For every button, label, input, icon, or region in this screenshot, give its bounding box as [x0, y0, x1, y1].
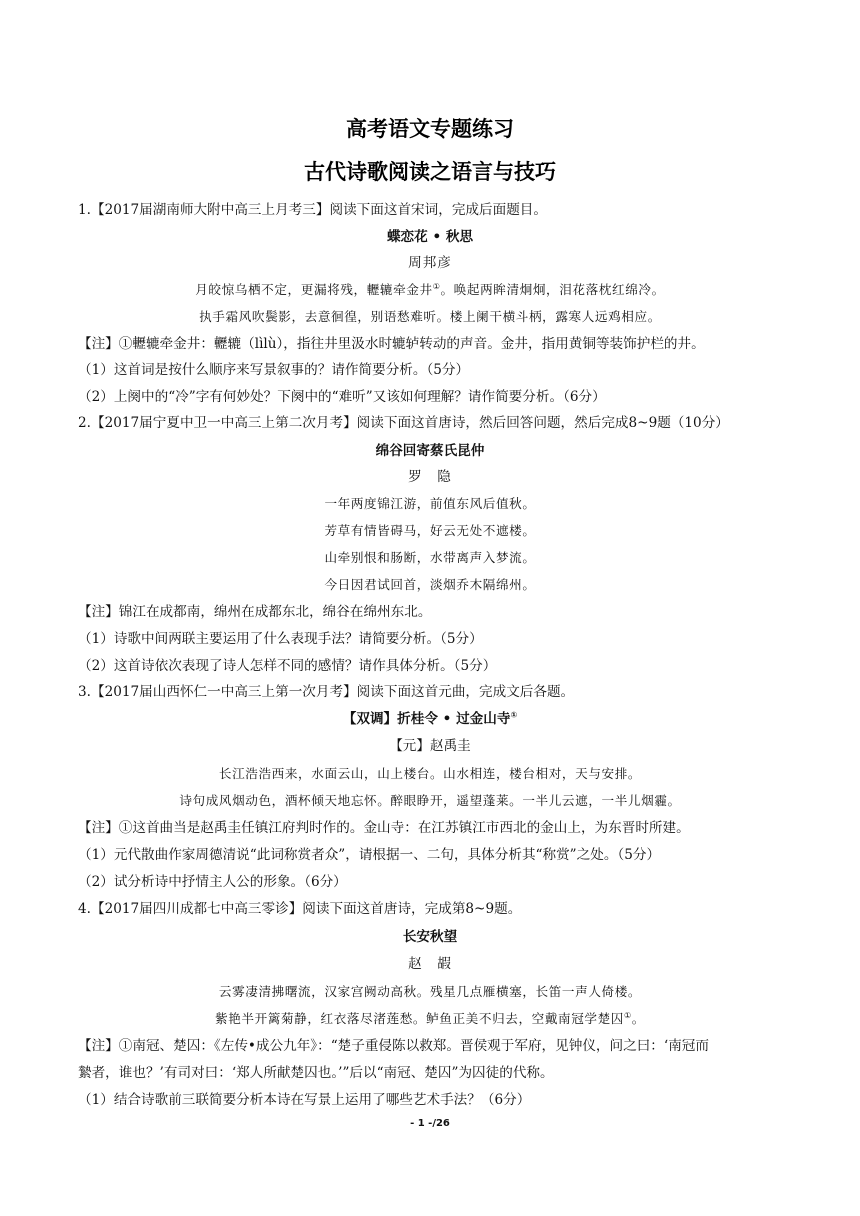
q2-poem-line-1: 一年两度锦江游，前值东风后值秋。 — [324, 496, 536, 511]
q4-poem-title: 长安秋望 — [402, 929, 458, 945]
q3-note: 【注】①这首曲当是赵禹圭任镇江府判时作的。金山寺：在江苏镇江市西北的金山上，为东晋时所建。 — [78, 820, 690, 836]
q2-subquestion-1: （1）诗歌中间两联主要运用了什么表现手法？请简要分析。（5分） — [78, 631, 483, 647]
q2-header: 2.【2017届宁夏中卫一中高三上第二次月考】阅读下面这首唐诗，然后回答问题，然后完成8~9题（10分） — [78, 415, 729, 431]
q1-note: 【注】①轣辘牵金井：轣辘（lìlù），指往井里汲水时辘轳转动的声音。金井，指用黄铜等装饰护栏的井。 — [78, 336, 705, 352]
page-number: - 1 -/26 — [410, 1118, 450, 1129]
q1-header: 1.【2017届湖南师大附中高三上月考三】阅读下面这首宋词，完成后面题目。 — [78, 202, 547, 218]
q1-line1-part-b: 。唤起两眸清炯炯，泪花落枕红绵冷。 — [440, 282, 665, 297]
q1-subquestion-1: （1）这首词是按什么顺序来写景叙事的？请作简要分析。（5分） — [78, 362, 470, 378]
q1-line1-part-a: 月皎惊乌栖不定，更漏将残，轣辘牵金井 — [195, 282, 433, 297]
q2-note: 【注】锦江在成都南，绵州在成都东北，绵谷在绵州东北。 — [78, 604, 432, 620]
q2-poem-title: 绵谷回寄蔡氏昆仲 — [375, 443, 485, 459]
q3-poem-title — [0, 709, 860, 729]
q3-poem-line-2: 诗句成风烟动色，酒杯倾天地忘怀。醉眼睁开，遥望蓬莱。一半儿云遮，一半儿烟霾。 — [179, 793, 681, 808]
q3-header: 3.【2017届山西怀仁一中高三上第一次月考】阅读下面这首元曲，完成文后各题。 — [78, 684, 575, 700]
q2-author: 罗 隐 — [408, 469, 452, 485]
q1-poem-title: 蝶恋花 • 秋思 — [386, 229, 474, 245]
q3-poem-line-1: 长江浩浩西来，水面云山，山上楼台。山水相连，楼台相对，天与安排。 — [218, 766, 642, 781]
q3-footnote-marker: ① — [510, 710, 518, 720]
q3-poem-title-text: 【双调】折桂令 • 过金山寺 — [342, 711, 511, 727]
q4-note-line-1: 【注】①南冠、楚囚：《左传•成公九年》：“楚子重侵陈以救郑。晋侯观于军府，见钟仪，问之曰：‘南冠而 — [78, 1038, 709, 1054]
q4-subquestion-1: （1）结合诗歌前三联简要分析本诗在写景上运用了哪些艺术手法？（6分） — [78, 1092, 531, 1108]
q3-subquestion-2: （2）试分析诗中抒情主人公的形象。（6分） — [78, 874, 347, 890]
q4-line2-part-a: 紫艳半开篱菊静，红衣落尽渚莲愁。鲈鱼正美不归去，空戴南冠学楚囚 — [215, 1011, 625, 1026]
q1-poem-line-1 — [0, 280, 860, 300]
q2-subquestion-2: （2）这首诗依次表现了诗人怎样不同的感情？请作具体分析。（5分） — [78, 658, 497, 674]
q4-footnote-marker: ① — [624, 1010, 632, 1020]
q2-poem-line-2: 芳草有情皆碍马，好云无处不遮楼。 — [324, 523, 536, 538]
q4-header: 4.【2017届四川成都七中高三零诊】阅读下面这首唐诗，完成第8~9题。 — [78, 901, 522, 917]
q3-subquestion-1: （1）元代散曲作家周德清说“此词称赏者众”，请根据一、二句，具体分析其“称赏”之处。（5分） — [78, 847, 661, 863]
page-title: 高考语文专题练习 — [346, 117, 514, 141]
q3-author: 【元】赵禹圭 — [389, 738, 471, 754]
q4-line2-part-b: 。 — [631, 1011, 645, 1026]
q2-poem-line-3: 山牵别恨和肠断，水带离声入梦流。 — [324, 550, 536, 565]
q1-poem-line-2: 执手霜风吹鬓影，去意徊徨，别语愁难听。楼上阑干横斗柄，露寒人远鸡相应。 — [199, 309, 661, 324]
q2-poem-line-4: 今日因君试回首，淡烟乔木隔绵州。 — [324, 577, 536, 592]
q1-subquestion-2: （2）上阕中的“冷”字有何妙处？下阕中的“难听”又该如何理解？请作简要分析。（6分） — [78, 389, 606, 405]
q4-author: 赵 嘏 — [408, 956, 452, 972]
q4-poem-line-1: 云雾凄清拂曙流，汉家宫阙动高秋。残星几点雁横塞，长笛一声人倚楼。 — [218, 984, 642, 999]
q4-note-line-2: 縶者，谁也？’有司对曰：‘郑人所献楚囚也。’”后以“南冠、楚囚”为囚徒的代称。 — [78, 1065, 554, 1081]
q1-author: 周邦彦 — [408, 255, 452, 271]
q1-footnote-marker: ① — [432, 281, 441, 291]
page-subtitle: 古代诗歌阅读之语言与技巧 — [304, 160, 556, 184]
q4-poem-line-2 — [0, 1009, 860, 1029]
